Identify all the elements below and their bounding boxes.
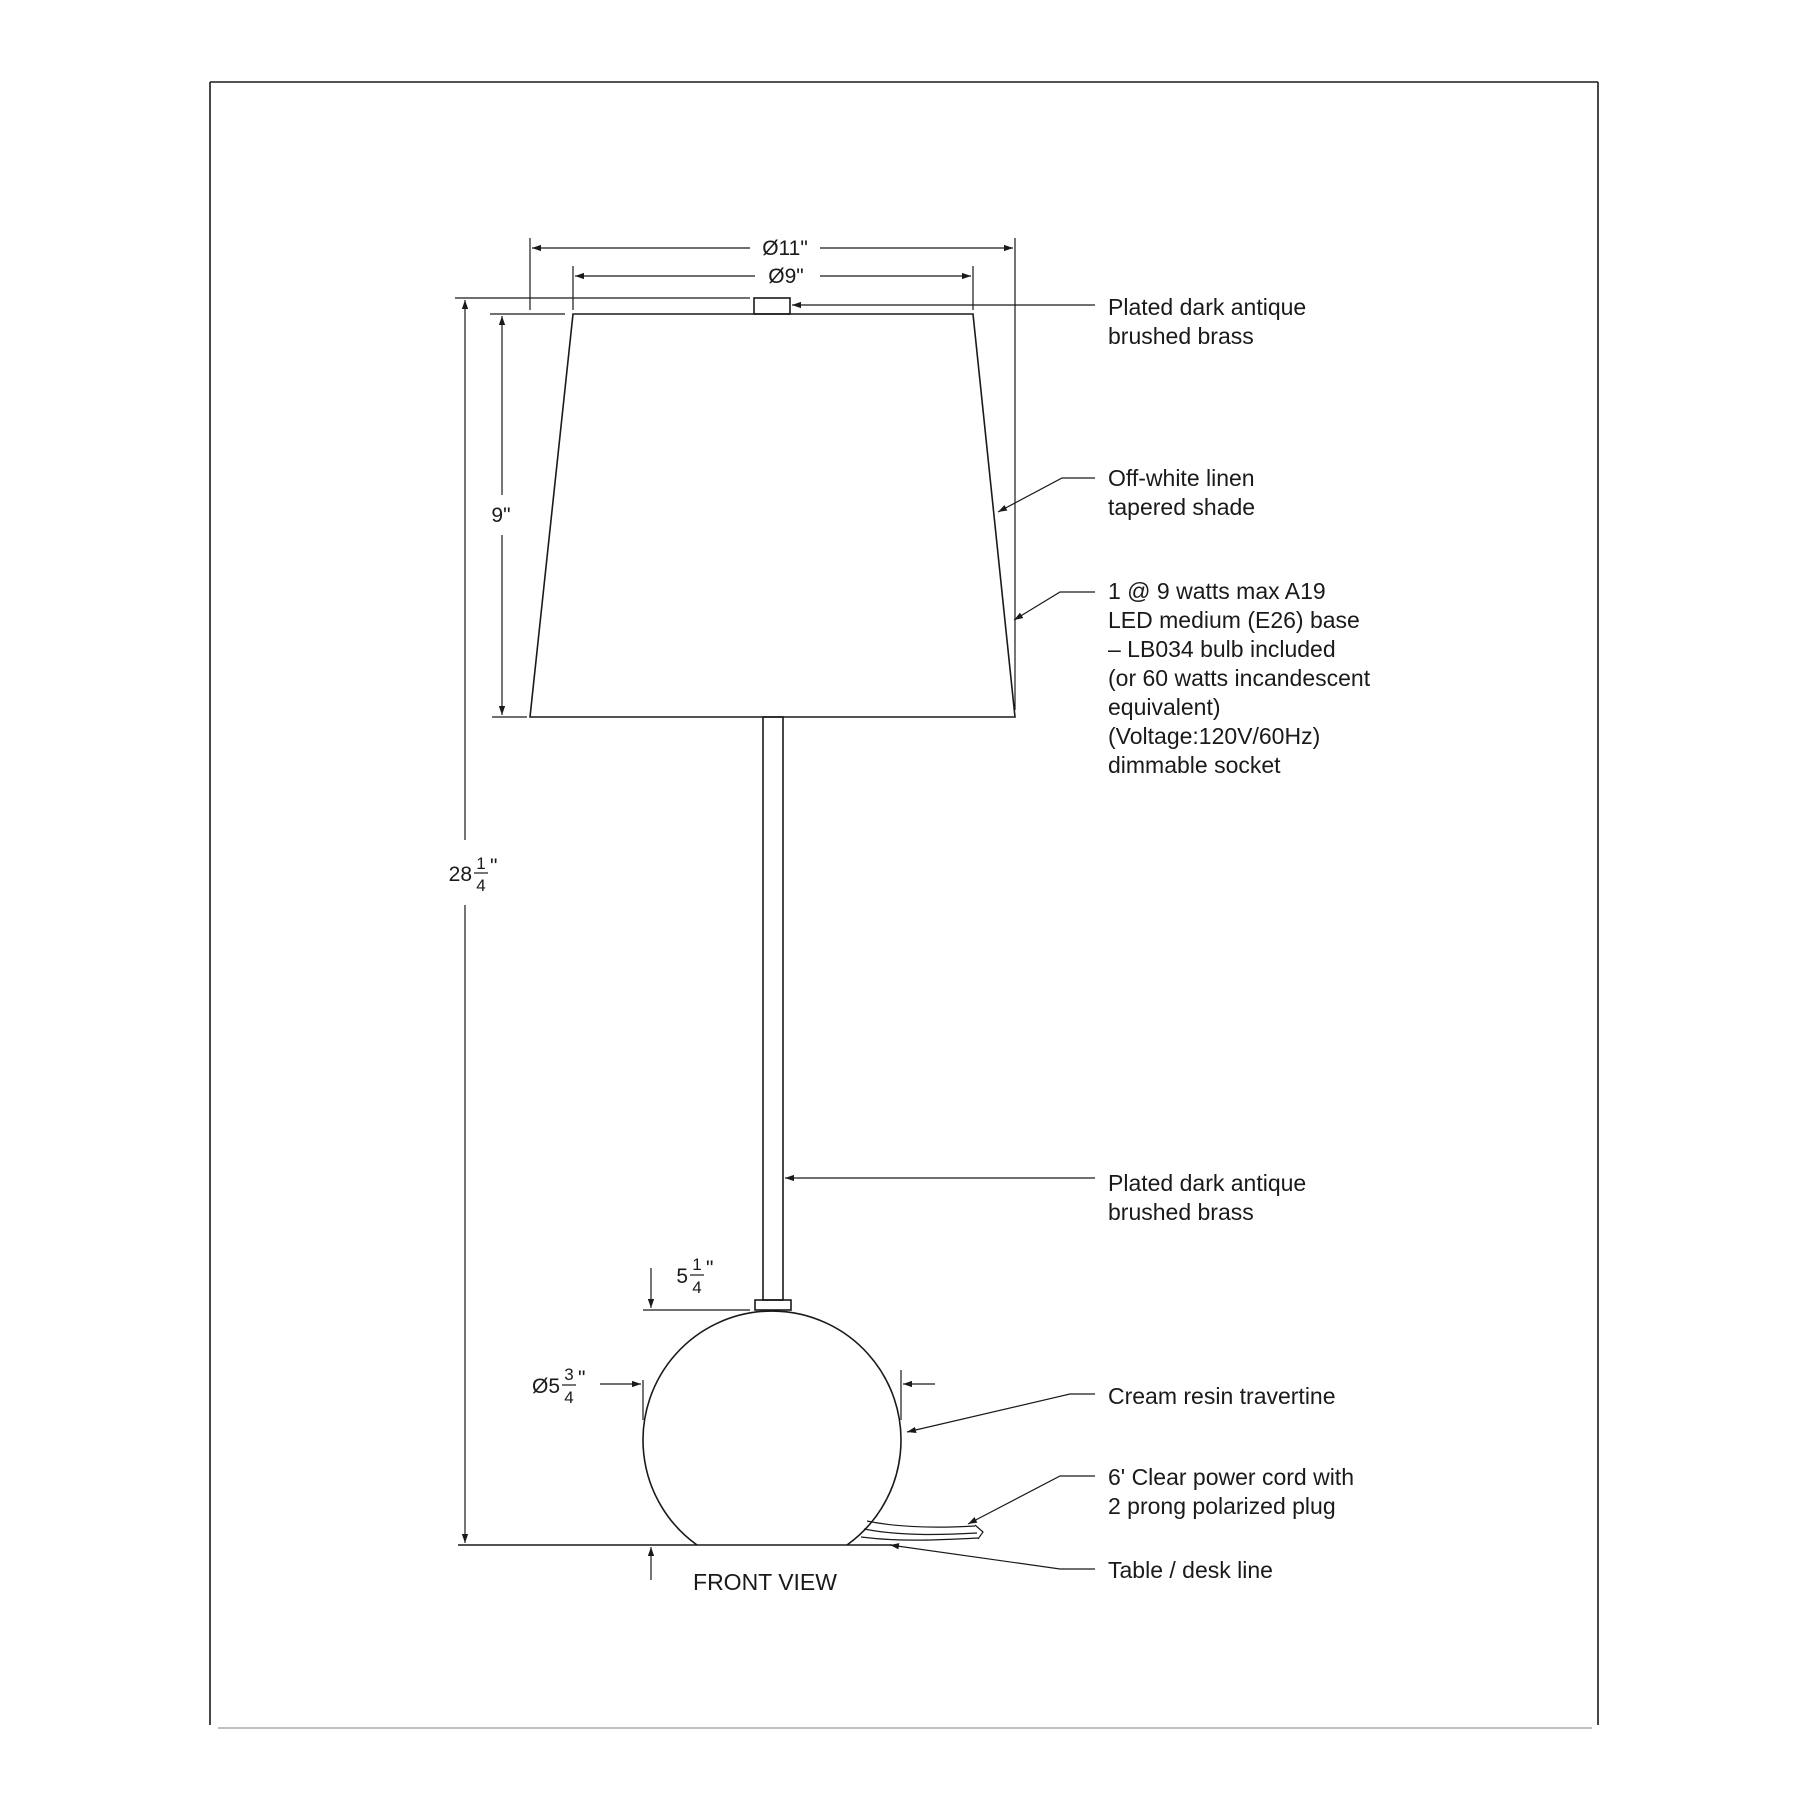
svg-text:": ": [578, 1367, 586, 1390]
dim-overall-height: [449, 854, 498, 895]
lamp-stem: [763, 717, 783, 1300]
dim-shade-bottom-diameter: Ø11": [762, 237, 808, 260]
svg-text:": ": [706, 1257, 714, 1280]
power-cord: [861, 1521, 983, 1540]
svg-text:1: 1: [692, 1255, 702, 1274]
lampshade: [530, 314, 1015, 717]
callout-bulb: 1 @ 9 watts max A19 LED medium (E26) base – LB034 bulb included (or 60 watts incandescent equivalent) (Voltage:120V/60Hz) dimmable socket: [1108, 578, 1371, 778]
callout-labels: [1108, 294, 1376, 1583]
svg-text:4: 4: [564, 1388, 574, 1407]
callout-table: Table / desk line: [1108, 1557, 1273, 1583]
travertine-ball-base: [643, 1311, 901, 1545]
svg-text:3: 3: [564, 1365, 574, 1384]
callout-finial: Plated dark antique brushed brass: [1108, 294, 1307, 349]
dim-base-height: [676, 1255, 713, 1297]
callout-cord: 6' Clear power cord with 2 prong polarized plug: [1108, 1464, 1354, 1519]
svg-text:5: 5: [676, 1265, 688, 1288]
svg-text:4: 4: [692, 1278, 702, 1297]
lamp-outline: [458, 298, 1015, 1545]
dim-shade-top-diameter: Ø9": [768, 265, 804, 288]
drawing-frame: [210, 82, 1598, 1728]
svg-text:Ø5: Ø5: [531, 1375, 560, 1398]
svg-text:1: 1: [476, 854, 486, 873]
leader-lines: [785, 305, 1095, 1569]
svg-text:28: 28: [448, 863, 472, 886]
svg-text:4: 4: [476, 876, 486, 895]
finial: [754, 298, 790, 314]
svg-text:": ": [490, 855, 498, 878]
base-cap: [755, 1300, 791, 1310]
callout-base: Cream resin travertine: [1108, 1383, 1336, 1409]
callout-shade: Off-white linen tapered shade: [1108, 465, 1256, 520]
dim-shade-height: 9": [491, 504, 511, 527]
view-label: FRONT VIEW: [693, 1569, 837, 1595]
callout-stem: Plated dark antique brushed brass: [1108, 1170, 1307, 1225]
dim-base-diameter: [532, 1365, 585, 1407]
